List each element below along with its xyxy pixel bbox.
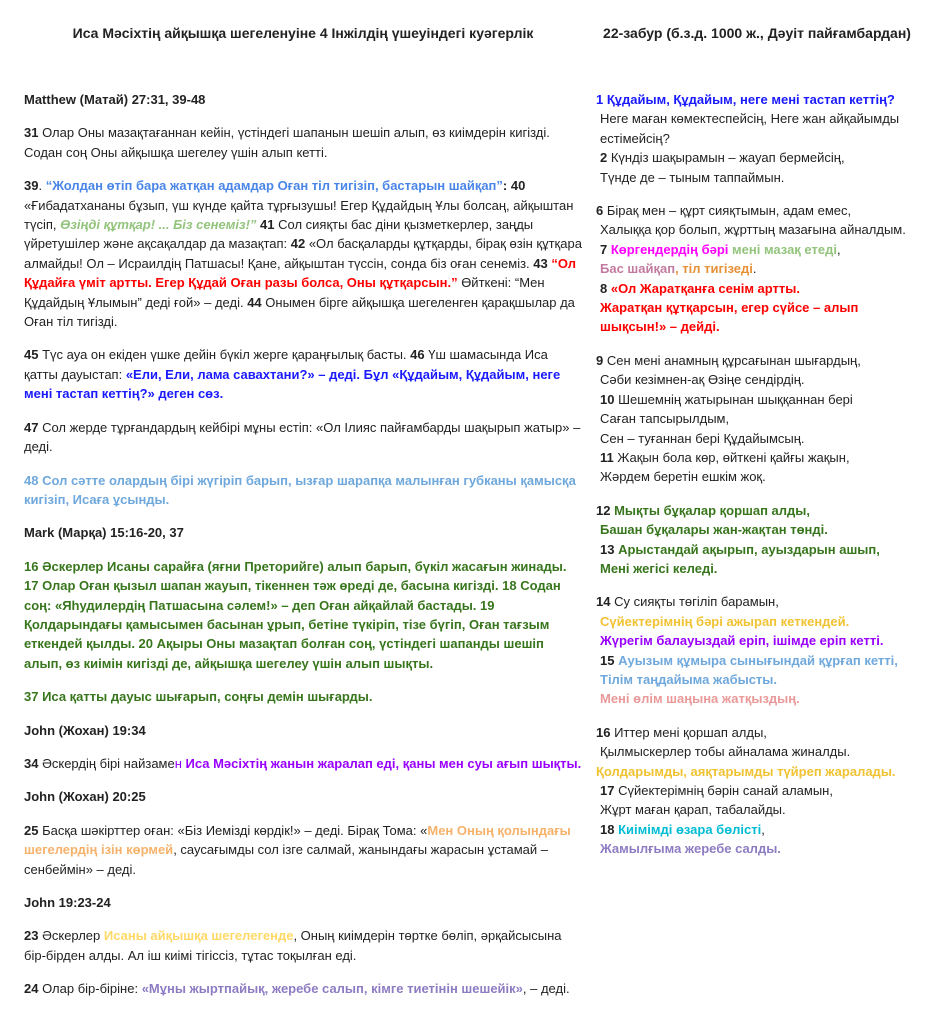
- line-text: Су сияқты төгіліп барамын,: [610, 594, 779, 610]
- verse-number: 42: [290, 236, 306, 252]
- psalm-stanza-5: [596, 592, 918, 708]
- john-19-24: [24, 979, 582, 998]
- gospels-title: Иса Мәсіхтің айқышқа шегеленуіне 4 Інжілдің үшеуіндегі куәгерлік: [72, 25, 534, 41]
- line-text: .: [752, 261, 757, 277]
- psalm-line: Мені жегісі келеді.: [600, 560, 718, 576]
- verse-number: 13: [600, 541, 615, 557]
- psalm-line: Түнде де – тыным таппаймын.: [600, 169, 785, 185]
- verse-number: 8: [600, 280, 608, 296]
- verse-text: Олар Оған қызыл шапан жауып, тікеннен тәж өреді де, басына кигізді.: [38, 578, 503, 594]
- verse-number: 40: [510, 178, 526, 194]
- highlight-save-yourself: Өзіңді құтқар! ... Біз сенеміз!”: [60, 217, 257, 233]
- psalm-line: [596, 723, 918, 742]
- psalm-line: [596, 240, 918, 259]
- line-text: Бірақ мен – құрт сияқтымын, адам емес,: [603, 203, 852, 219]
- psalm-line: [596, 90, 918, 109]
- verse-number: 37: [24, 689, 39, 705]
- line-text: «Ол Жаратқанға сенім артты.: [607, 280, 801, 296]
- psalm-line: Башан бұқалары жан-жақтан төнді.: [600, 522, 828, 538]
- line-text: ,: [761, 821, 765, 837]
- line-text: Арыстандай ақырып, ауыздарын ашып,: [614, 541, 880, 557]
- line-text: Құдайым, Құдайым, неге мені тастап кеттің?: [603, 92, 895, 107]
- matthew-27-31: [24, 123, 582, 162]
- psalm-line: [596, 279, 918, 298]
- verse-text: Үш шамасында Иса қатты дауыстап:: [24, 347, 548, 382]
- verse-number: 12: [596, 502, 611, 518]
- psalm-line: Қолдарымды, аяқтарымды түйреп жаралады.: [596, 763, 896, 779]
- matthew-heading: Matthew (Матай) 27:31, 39-48: [24, 92, 206, 107]
- verse-number: 16: [24, 558, 39, 574]
- highlight-pierced: Иса Мәсіхтің жанын жаралап еді, қаны мен суы ағып шықты.: [181, 755, 582, 771]
- verse-text: , Оның киімдерін төртке бөліп, әрқайсысына бір-бірден алды. Ал іш киімі тігіссіз, тұтас тоқылған еді.: [24, 928, 562, 963]
- line-text: Шешемнің жатырынан шыққаннан бері: [614, 391, 853, 407]
- verse-number: 18: [502, 578, 517, 594]
- highlight-cast-lots: «Мұны жыртпайық, жеребе салып, кімге тиетінін шешейік»: [141, 981, 523, 997]
- verse-number: 23: [24, 928, 39, 944]
- psalm-stanza-1: [596, 90, 918, 187]
- mark-15-37: [24, 687, 582, 706]
- psalm-line: Саған тапсырылдым,: [600, 411, 730, 427]
- line-text: Жақын бола көр, өйткені қайғы жақын,: [613, 449, 850, 465]
- verse-text: Әскердің бірі найзаме: [38, 755, 175, 771]
- psalm-line: Мені өлім шаңына жатқыздың.: [600, 691, 800, 707]
- psalm-stanza-6: [596, 723, 918, 859]
- verse-text: Түс ауа он екіден үшке дейін бүкіл жерге қараңғылық басты.: [38, 347, 411, 363]
- verse-number: 15: [600, 652, 615, 668]
- verse-text: Онымен бірге айқышқа шегеленген қарақшылар да Оған тіл тигізді.: [24, 294, 575, 330]
- verse-number: 41: [260, 217, 275, 233]
- john-19-34-heading: John (Жохан) 19:34: [24, 722, 146, 738]
- john-20-25: [24, 821, 582, 879]
- psalm-line: Жұрт маған қарап, табалайды.: [600, 802, 786, 818]
- psalm-stanza-4: [596, 501, 918, 579]
- psalm-line: [596, 351, 918, 370]
- verse-number: 9: [596, 352, 604, 368]
- matthew-27-48: [24, 471, 582, 510]
- verse-number: 44: [247, 294, 262, 310]
- line-text: Күндіз шақырамын – жауап бермейсің,: [607, 150, 845, 166]
- verse-number: 47: [24, 419, 39, 435]
- verse-number: 16: [596, 724, 611, 740]
- highlight-divided-garments: Киімімді өзара бөлісті: [614, 821, 762, 837]
- verse-text: , саусағымды сол ізге салмай, жанындағы жарасын ұстамай – сенбеймін» – деді.: [24, 842, 549, 877]
- line-text: Иттер мені қоршап алды,: [610, 724, 767, 740]
- verse-number: 17: [24, 578, 39, 594]
- verse-number: 45: [24, 347, 39, 363]
- verse-number: 19: [480, 597, 495, 613]
- highlight-shake-heads: Бас шайқап: [600, 261, 676, 277]
- verse-text: Әскерлер Исаны сарайға (яғни Преторийге) алып барып, бүкіл жасағын жинады.: [38, 558, 567, 574]
- psalm-line: Халыққа қор болып, жұрттың мазағына айналдым.: [600, 222, 906, 238]
- verse-number: 25: [24, 822, 39, 838]
- highlight-insult: , тіл тигізеді: [675, 261, 753, 277]
- psalm-body: [596, 90, 918, 873]
- matthew-27-39-44: 39. “Жолдан өтіп бара жатқан адамдар Оған тіл тигізіп, бастарын шайқап”: 40 «Ғибадатхананы бұзып, үш күнде қайта тұрғызушы! Егер Құдайдың Ұлы болсаң, айқыштан түсіп, Өзіңді құтқар! ... Біз сенеміз!” 41 Сол сияқты бас діни қызметкерлер, заңды үйретушілер және ақсақалдар да мазақтап: 42 «Ол басқаларды құтқарды, бірақ өзін құтқара алмайды! Ол – Исраилдің Патшасы! Қане, айқыштан түссін, сонда біз оған сенеміз. 43 “Ол Құдайға үміт артты. Егер Құдай Оған разы болса, Оны құтқарсын.” Өйткені: “Мен Құдайдың Ұлымын” деді ғой» – деді. 44 Онымен бірге айқышқа шегеленген қарақшылар да Оған тіл тигізді.: [24, 178, 582, 330]
- highlight-passersby: “Жолдан өтіп бара жатқан адамдар Оған тіл тигізіп, бастарын шайқап”: [45, 178, 503, 194]
- verse-text: Әскерлер: [38, 928, 104, 944]
- verse-number: 14: [596, 594, 611, 610]
- gospels-body: [24, 90, 582, 1013]
- highlight-eli-eli: «Ели, Ели, лама савахтани?» – деді. Бұл «Құдайым, Құдайым, неге мені тастап кеттің?» деген сөз.: [24, 366, 561, 402]
- psalm-line: [596, 592, 918, 611]
- verse-text: Содан соң: «Яһудилердің Патшасына сәлем!» – деп Оған айқайлай бастады.: [24, 578, 561, 613]
- verse-number: 46: [410, 347, 425, 363]
- line-text: ,: [836, 241, 841, 257]
- verse-number: 6: [596, 203, 604, 219]
- psalm-line: Жаратқан құтқарсын, егер сүйсе – алып шықсын!» – дейді.: [600, 300, 859, 335]
- verse-text: н: [174, 755, 182, 771]
- john-19-23: [24, 926, 582, 965]
- psalm-line: [596, 201, 918, 220]
- psalm-line: Сүйектерімнің бәрі ажырап кеткендей.: [600, 613, 850, 629]
- verse-number: 34: [24, 755, 39, 771]
- verse-number: 24: [24, 981, 39, 997]
- mark-heading: Mark (Марқа) 15:16-20, 37: [24, 525, 184, 541]
- highlight-crucified: Исаны айқышқа шегелегенде: [103, 928, 294, 944]
- verse-text: Сол жерде тұрғандардың кейбірі мұны естіп: «Ол Ілияс пайғамбарды шақырып жатыр» – деді.: [24, 419, 581, 455]
- line-text: Сен мені анамның құрсағынан шығардың,: [603, 352, 861, 368]
- psalm-line: Жәрдем беретін ешкім жоқ.: [600, 469, 766, 485]
- highlight-trusted-god: “Ол Құдайға үміт артты. Егер Құдай Оған разы болса, Оны құтқарсын.”: [24, 255, 577, 291]
- psalm-line: [596, 259, 918, 278]
- psalm-line: Қылмыскерлер тобы айналама жиналды.: [600, 744, 851, 760]
- verse-text: Олар бір-біріне:: [38, 981, 142, 997]
- verse-text: Өйткені: “Мен Құдайдың Ұлымын” деді ғой» – деді.: [24, 275, 545, 310]
- psalm-line: [596, 501, 918, 520]
- psalm-line: [596, 390, 918, 409]
- psalm-line: Сен – туғаннан бері Құдайымсың.: [600, 430, 805, 446]
- highlight-mock: мені мазақ етеді: [728, 241, 837, 257]
- john-19-34: [24, 754, 582, 773]
- verse-text: Басқа шәкірттер оған: «Біз Иемізді көрдік!» – деді. Бірақ Тома: «: [38, 822, 428, 838]
- line-text: Сүйектерімнің бәрін санай аламын,: [614, 783, 833, 798]
- verse-number: 39: [24, 178, 39, 194]
- john-20-25-heading: John (Жохан) 20:25: [24, 789, 146, 805]
- verse-text: Иса қатты дауыс шығарып, соңғы демін шығарды.: [38, 689, 373, 705]
- psalm-line: [596, 148, 918, 167]
- highlight-nail-marks: Мен Оның қолындағы шегелердің ізін көрмей: [24, 822, 571, 858]
- psalm-line: Жүрегім балауыздай еріп, ішімде еріп кетті.: [600, 633, 884, 649]
- verse-text: Олар Оны мазақтағаннан кейін, үстіндегі шапанын шешіп алып, өз киімдерін кигізді. Содан соң Оны айқышқа шегелеу үшін алып кетті.: [24, 125, 550, 160]
- highlight-sponge: Сол сәтте олардың бірі жүгіріп барып, ызғар шарапқа малынған губканы қамысқа кигізіп, Исаға ұсынды.: [24, 472, 576, 507]
- matthew-27-47: [24, 418, 582, 457]
- verse-text: Қолдарындағы қамысымен басынан ұрып, бетіне түкіріп, тізе бүгіп, Оған тағзым еткендей қылды.: [24, 616, 550, 652]
- verse-number: 7: [600, 241, 608, 257]
- psalm-stanza-2: [596, 201, 918, 337]
- line-text: Ауызым құмыра сынығындай құрғап кетті,: [614, 652, 898, 668]
- verse-number: 31: [24, 125, 39, 141]
- psalm-line: [596, 820, 918, 839]
- verse-number: 48: [24, 472, 39, 488]
- matthew-27-45-46: [24, 345, 582, 403]
- verse-number: 20: [138, 636, 154, 652]
- mark-15-16-20: [24, 557, 582, 673]
- verse-text: :: [502, 178, 511, 194]
- verse-text: «Ол басқаларды құтқарды, бірақ өзін құтқара алмайды! Ол – Исраилдің Патшасы! Қане, айқыштан түссін, сонда біз оған сенеміз.: [24, 236, 582, 271]
- verse-text: Сол сияқты бас діни қызметкерлер, заңды үйретушілер және ақсақалдар да мазақтап:: [24, 217, 534, 252]
- psalm-line: Тілім таңдайыма жабысты.: [600, 671, 778, 687]
- psalm-line: Сәби кезімнен-ақ Өзіңе сендірдің.: [600, 372, 805, 388]
- psalm-title: 22-забур (б.з.д. 1000 ж., Дәуіт пайғамбардан): [603, 25, 911, 41]
- psalm-line: [596, 651, 918, 670]
- verse-text: Ақыры Оны мазақтап болған соң, үстіндегі шапанды шешіп алып, өз киімін кигізді де, айқышқа шегелеу үшін алып шықты.: [24, 636, 544, 671]
- line-text: Мықты бұқалар қоршап алды,: [610, 502, 811, 518]
- psalm-line: Жамылғыма жеребе салды.: [600, 841, 781, 857]
- verse-text: , – деді.: [522, 981, 570, 997]
- highlight-all-who-see: Көргендердің бәрі: [607, 241, 729, 257]
- verse-text: «Ғибадатхананы бұзып, үш күнде қайта тұрғызушы! Егер Құдайдың Ұлы болсаң, айқыштан түсіп,: [24, 197, 574, 233]
- verse-number: 43: [533, 255, 548, 271]
- verse-number: 17: [600, 783, 615, 798]
- verse-number: 10: [600, 391, 615, 407]
- verse-number: 2: [600, 150, 608, 166]
- verse-number: 18: [600, 821, 615, 837]
- psalm-line: Неге маған көмектеспейсің, Неге жан айқайымды естімейсің?: [600, 111, 900, 146]
- psalm-stanza-3: [596, 351, 918, 487]
- verse-number: 1: [596, 92, 604, 107]
- psalm-line: [596, 540, 918, 559]
- psalm-line: [596, 448, 918, 467]
- verse-number: 11: [600, 449, 614, 465]
- psalm-line: [596, 781, 918, 800]
- john-19-23-heading: John 19:23-24: [24, 895, 111, 910]
